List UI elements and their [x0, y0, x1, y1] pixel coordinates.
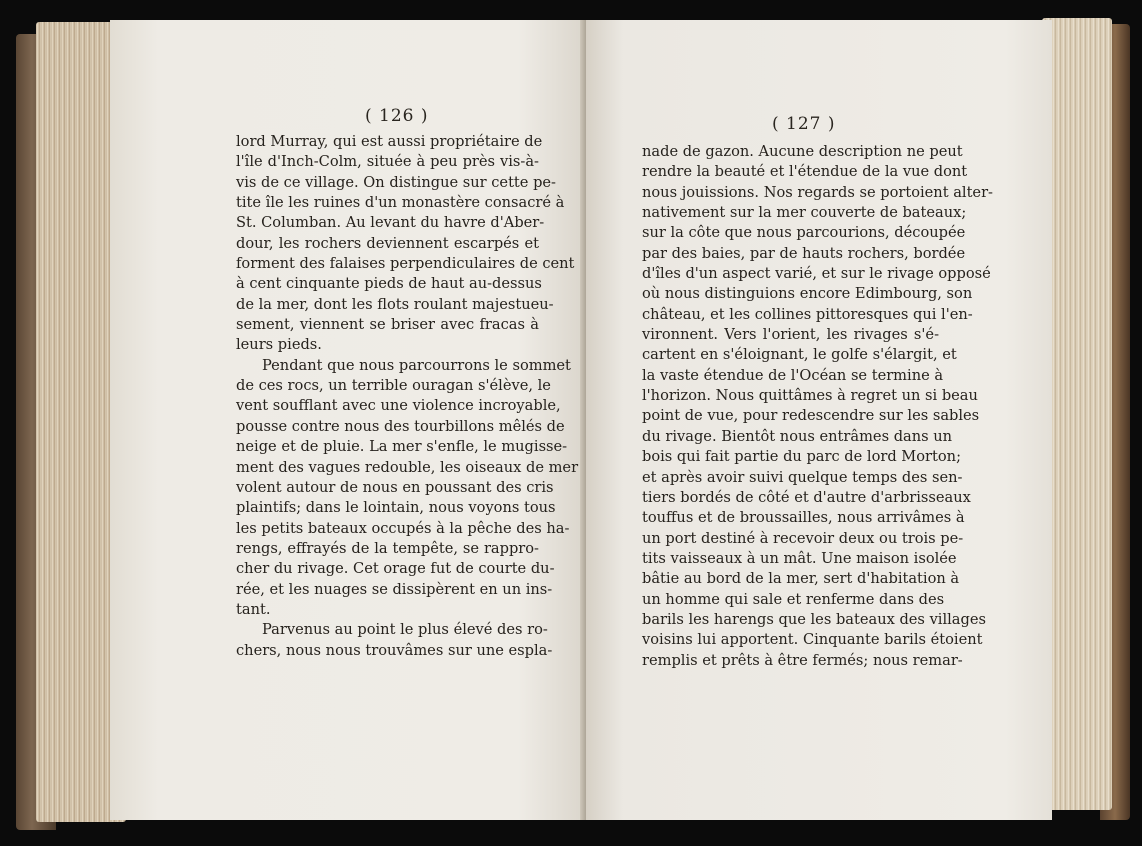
text-line: et après avoir suivi quelque temps des sen- [642, 468, 963, 486]
text-line: plaintifs; dans le lointain, nous voyons tous [236, 499, 556, 517]
text-line: de la mer, dont les flots roulant majestueu- [236, 295, 554, 313]
left-page [110, 20, 590, 820]
text-line: volent autour de nous en poussant des cris [236, 478, 554, 496]
text-line: les petits bateaux occupés à la pêche des ha- [236, 519, 570, 537]
text-line: de ces rocs, un terrible ouragan s'élève, le [236, 377, 551, 395]
text-line: d'îles d'un aspect varié, et sur le rivage opposé [642, 265, 991, 283]
text-line: sement, viennent se briser avec fracas à [236, 316, 539, 334]
text-line: forment des falaises perpendiculaires de cent [236, 255, 575, 273]
right-page [586, 20, 1052, 820]
text-line: château, et les collines pittoresques qui l'en- [642, 305, 973, 323]
text-line: St. Columban. Au levant du havre d'Aber- [236, 214, 545, 232]
text-line: touffus et de broussailles, nous arrivâmes à [642, 509, 965, 527]
text-line: rendre la beauté et l'étendue de la vue dont [642, 163, 968, 181]
text-line: nade de gazon. Aucune description ne peut [642, 143, 963, 160]
text-line: du rivage. Bientôt nous entrâmes dans un [642, 427, 953, 445]
text-line: vironnent. Vers l'orient, les rivages s'é- [642, 326, 939, 344]
text-line: vent soufflant avec une violence incroyable, [236, 397, 561, 415]
text-line: remplis et prêts à être fermés; nous remar- [642, 651, 963, 669]
text-line: Parvenus au point le plus élevé des ro- [262, 621, 548, 639]
text-line: l'horizon. Nous quittâmes à regret un si beau [642, 387, 978, 405]
text-line: la vaste étendue de l'Océan se termine à [642, 366, 944, 384]
text-line: tant. [236, 600, 271, 618]
text-line: bois qui fait partie du parc de lord Morton; [642, 448, 961, 466]
text-line: un port destiné à recevoir deux ou trois pe- [642, 529, 964, 547]
text-line: Pendant que nous parcourrons le sommet [262, 356, 571, 374]
text-line: voisins lui apportent. Cinquante barils étoient [642, 631, 983, 649]
text-line: un homme qui sale et renferme dans des [642, 590, 945, 608]
right-page-text [642, 142, 993, 671]
text-line: leurs pieds. [236, 336, 322, 354]
text-line: tite île les ruines d'un monastère consacré à [236, 194, 565, 212]
text-line: vis de ce village. On distingue sur cette pe- [236, 173, 556, 191]
text-line: tits vaisseaux à un mât. Une maison isolée [642, 549, 957, 567]
text-line: barils les harengs que les bateaux des villages [642, 610, 986, 628]
open-book [14, 14, 1130, 834]
text-line: chers, nous nous trouvâmes sur une espla- [236, 641, 553, 659]
text-line: ment des vagues redouble, les oiseaux de mer [236, 458, 579, 476]
text-line: point de vue, pour redescendre sur les sables [642, 407, 980, 425]
right-page-edges [1042, 18, 1112, 810]
text-line: où nous distinguions encore Edimbourg, son [642, 285, 973, 303]
text-line: rengs, effrayés de la tempête, se rappro- [236, 539, 539, 557]
page-number-left: ( 126 ) [365, 106, 429, 126]
text-line: bâtie au bord de la mer, sert d'habitation à [642, 570, 960, 588]
text-line: par des baies, par de hauts rochers, bordée [642, 244, 966, 262]
text-line: sur la côte que nous parcourions, découpée [642, 224, 966, 242]
text-line: pousse contre nous des tourbillons mêlés de [236, 417, 565, 435]
text-line: lord Murray, qui est aussi propriétaire de [236, 133, 543, 150]
text-line: nativement sur la mer couverte de bateaux; [642, 204, 967, 222]
text-line: neige et de pluie. La mer s'enfle, le mugisse- [236, 438, 568, 456]
page-number-right: ( 127 ) [772, 114, 836, 134]
left-page-text [236, 132, 579, 661]
text-line: rée, et les nuages se dissipèrent en un ins- [236, 580, 553, 598]
text-line: nous jouissions. Nos regards se portoient alter- [642, 183, 993, 201]
text-line: cher du rivage. Cet orage fut de courte du- [236, 560, 555, 578]
text-line: l'île d'Inch-Colm, située à peu près vis-à- [236, 153, 539, 171]
text-line: à cent cinquante pieds de haut au-dessus [236, 275, 542, 293]
text-line: tiers bordés de côté et d'autre d'arbrisseaux [642, 488, 971, 506]
text-line: cartent en s'éloignant, le golfe s'élargit, et [642, 346, 957, 364]
text-line: dour, les rochers deviennent escarpés et [236, 234, 539, 252]
